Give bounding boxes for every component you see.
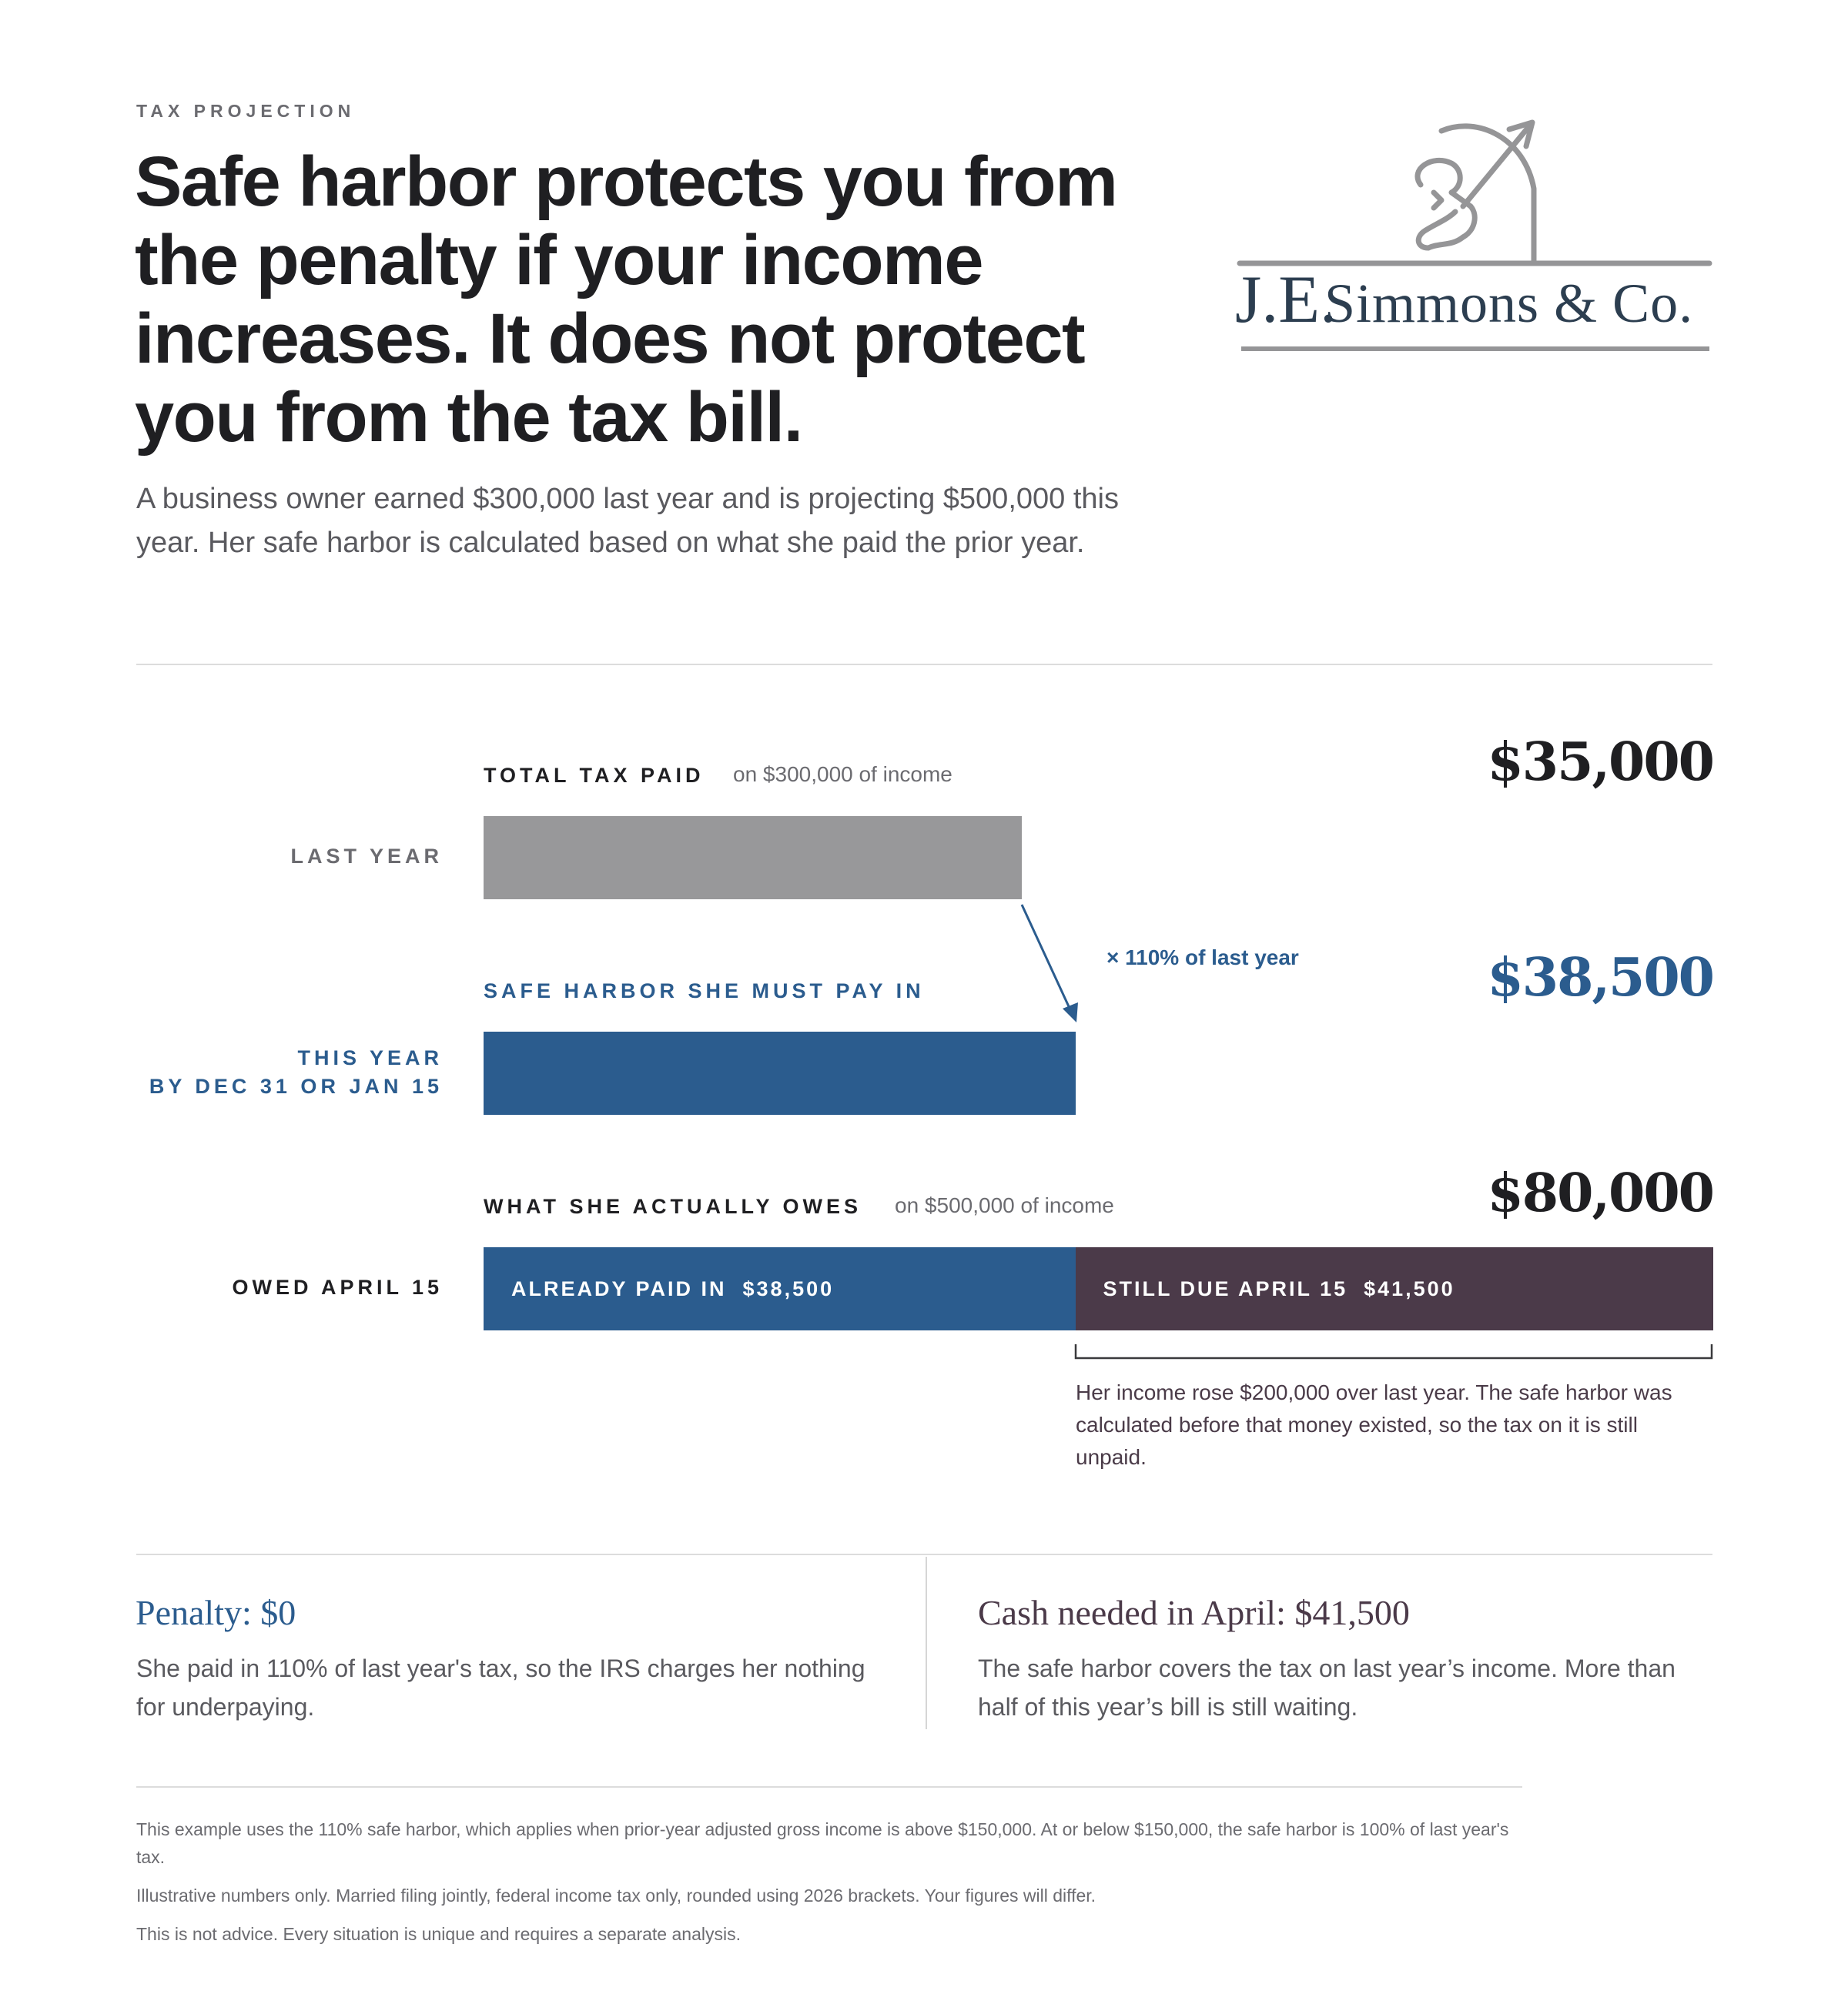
- page-title: Safe harbor protects you from the penalty if your income increases. It does not protect you from the tax bill.: [135, 142, 1117, 457]
- intro-paragraph: A business owner earned $300,000 last year and is projecting $500,000 this year. Her safe harbor is calculated based on what she paid the prior year.: [136, 483, 1119, 559]
- total-last-year: $35,000: [1487, 731, 1713, 793]
- card-cash-body: The safe harbor covers the tax on last year’s income. More than half of this year’s bill is still waiting.: [978, 1655, 1676, 1721]
- footnote-divider: [136, 1786, 1522, 1788]
- bar-segment-owes-1: [484, 1247, 1076, 1330]
- still-due-bracket: [1074, 1343, 1715, 1361]
- row-label-last-year: LAST YEAR: [290, 845, 443, 868]
- card-penalty-body: She paid in 110% of last year's tax, so the IRS charges her nothing for underpaying.: [136, 1655, 865, 1721]
- row-title-safe-harbor: SAFE HARBOR SHE MUST PAY IN: [484, 979, 925, 1002]
- footnote-3: This is not advice. Every situation is unique and requires a separate analysis.: [136, 1924, 741, 1944]
- row-note-owes: on $500,000 of income: [895, 1193, 1114, 1217]
- cards-vertical-divider: [926, 1557, 927, 1729]
- eyebrow: TAX PROJECTION: [136, 101, 356, 121]
- total-owes: $80,000: [1487, 1163, 1713, 1224]
- logo-initials: J.E.: [1235, 263, 1337, 337]
- cards-divider: [136, 1554, 1712, 1555]
- bar-segment-last-1: [484, 816, 1022, 899]
- footnote-2: Illustrative numbers only. Married filing jointly, federal income tax only, rounded using 2026 brackets. Your figures will differ.: [136, 1886, 1096, 1906]
- row-label-this-year: THIS YEAR BY DEC 31 OR JAN 15: [149, 1046, 443, 1098]
- footnote-1: This example uses the 110% safe harbor, which applies when prior-year adjusted gross income is above $150,000. At or below $150,000, the safe harbor is 100% of last year's tax.: [136, 1819, 1509, 1867]
- top-divider: [136, 664, 1712, 665]
- row-title-owes: WHAT SHE ACTUALLY OWES: [484, 1195, 862, 1218]
- archer-logo-icon: [1232, 115, 1725, 370]
- bar-safe-harbor: [484, 1032, 1076, 1115]
- arrow-annotation: × 110% of last year: [1106, 945, 1299, 969]
- row-note-last-year: on $300,000 of income: [733, 762, 952, 786]
- card-cash-title: Cash needed in April: $41,500: [978, 1593, 1410, 1632]
- bar-last-year: [484, 816, 1022, 899]
- bar-segment-owes-2: [1076, 1247, 1713, 1330]
- bar-segment-label: STILL DUE APRIL 15 $41,500: [1103, 1277, 1455, 1300]
- row-title-last-year: TOTAL TAX PAID: [484, 764, 705, 787]
- bar-segment-harbor-1: [484, 1032, 1076, 1115]
- card-penalty-title: Penalty: $0: [136, 1593, 296, 1632]
- logo-name: Simmons & Co.: [1324, 273, 1694, 334]
- total-safe-harbor: $38,500: [1487, 947, 1713, 1009]
- row-label-owed-april: OWED APRIL 15: [232, 1276, 443, 1299]
- bar-owes: [484, 1247, 1713, 1330]
- arrow-110-percent: [1001, 901, 1093, 1024]
- bar-segment-label: ALREADY PAID IN $38,500: [511, 1277, 835, 1300]
- bracket-annotation: Her income rose $200,000 over last year. The safe harbor was calculated before that money existed, so the tax on it is still unpaid.: [1076, 1380, 1672, 1469]
